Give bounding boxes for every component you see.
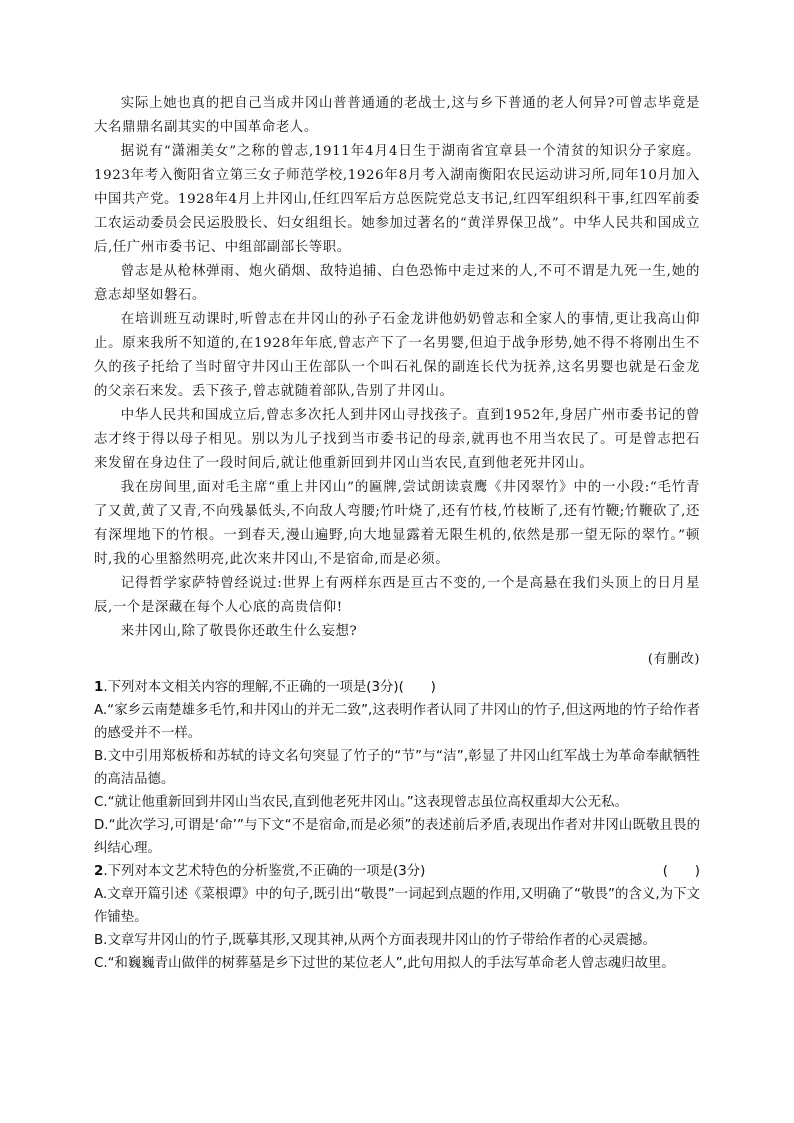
question-2-stem: [94, 860, 700, 883]
source-note: (有删改): [647, 652, 700, 667]
question-1-option-b: B.文中引用郑板桥和苏轼的诗文名句突显了竹子的“节”与“洁”,彰显了井冈山红军战士为革命奉献牺牲的高洁品德。: [94, 749, 700, 787]
question-2-answer-bracket: ( ): [662, 864, 700, 879]
passage-paragraph-6: 我在房间里,面对毛主席“重上井冈山”的匾牌,尝试朗读袁鹰《井冈翠竹》中的一小段:“毛竹青了又黄,黄了又青,不向残暴低头,不向敌人弯腰;竹叶烧了,还有竹枝,竹枝断了,还有竹鞭;竹鞭砍了,还有深埋地下的竹根。一到春天,漫山遍野,向大地显露着无限生机的,依然是那一望无际的翠竹。”顿时,我的心里豁然明亮,此次来井冈山,不是宿命,而是必须。: [94, 480, 700, 567]
question-2-number: 2: [94, 864, 104, 879]
question-1-number: 1: [94, 680, 104, 695]
passage-paragraph-4: 在培训班互动课时,听曾志在井冈山的孙子石金龙讲他奶奶曾志和全家人的事情,更让我高山仰止。原来我所不知道的,在1928年年底,曾志产下了一名男婴,但迫于战争形势,她不得不将刚出生不久的孩子托给了当时留守井冈山王佐部队一个叫石礼保的副连长代为抚养,这名男婴也就是石金龙的父亲石来发。丢下孩子,曾志就随着部队,告别了井冈山。: [94, 312, 700, 399]
question-2-option-a: A.文章开篇引述《菜根谭》中的句子,既引出“敬畏”一词起到点题的作用,又明确了“敬畏”的含义,为下文作铺垫。: [94, 887, 700, 925]
question-1-option-c: C.“就让他重新回到井冈山当农民,直到他老死井冈山。”这表现曾志虽位高权重却大公无私。: [94, 795, 628, 810]
passage-paragraph-5: 中华人民共和国成立后,曾志多次托人到井冈山寻找孩子。直到1952年,身居广州市委书记的曾志才终于得以母子相见。别以为儿子找到当市委书记的母亲,就再也不用当农民了。可是曾志把石来发留在身边住了一段时间后,就让他重新回到井冈山当农民,直到他老死井冈山。: [94, 408, 700, 471]
passage: [94, 92, 700, 672]
questions-section: [94, 676, 700, 975]
question-1-option-d: D.“此次学习,可谓是‘命’”与下文“不是宿命,而是必须”的表述前后矛盾,表现出作者对井冈山既敬且畏的纠结心理。: [94, 818, 700, 856]
question-2: [94, 860, 700, 975]
question-2-option-b: B.文章写井冈山的竹子,既摹其形,又现其神,从两个方面表现井冈山的竹子带给作者的心灵震撼。: [94, 933, 656, 948]
passage-paragraph-7: 记得哲学家萨特曾经说过:世界上有两样东西是亘古不变的,一个是高悬在我们头顶上的日月星辰,一个是深藏在每个人心底的高贵信仰!: [94, 576, 700, 615]
question-1-stem: [94, 676, 700, 699]
question-1: [94, 676, 700, 860]
passage-paragraph-3: 曾志是从枪林弹雨、炮火硝烟、敌特追捕、白色恐怖中走过来的人,不可不谓是九死一生,她的意志却坚如磐石。: [94, 264, 700, 303]
question-1-option-a: A.“家乡云南楚雄多毛竹,和井冈山的并无二致”,这表明作者认同了井冈山的竹子,但这两地的竹子给作者的感受并不一样。: [94, 703, 700, 741]
question-2-option-c: C.“和巍巍青山做伴的树葬墓是乡下过世的某位老人”,此句用拟人的手法写革命老人曾志魂归故里。: [94, 956, 675, 971]
question-2-text: .下列对本文艺术特色的分析鉴赏,不正确的一项是(3分): [103, 864, 426, 879]
passage-paragraph-1: 实际上她也真的把自己当成井冈山普普通通的老战士,这与乡下普通的老人何异?可曾志毕竟是大名鼎鼎名副其实的中国革命老人。: [94, 96, 700, 135]
question-1-text: .下列对本文相关内容的理解,不正确的一项是(3分)( ): [103, 680, 436, 695]
passage-paragraph-8: 来井冈山,除了敬畏你还敢生什么妄想?: [120, 624, 358, 639]
passage-paragraph-2: 据说有“潇湘美女”之称的曾志,1911年4月4日生于湖南省宜章县一个清贫的知识分子家庭。1923年考入衡阳省立第三女子师范学校,1926年8月考入湖南衡阳农民运动讲习所,同年10月加入中国共产党。1928年4月上井冈山,任红四军后方总医院党总支书记,红四军组织科干事,红四军前委工农运动委员会民运股股长、妇女组组长。她参加过著名的“黄洋界保卫战”。中华人民共和国成立后,任广州市委书记、中组部副部长等职。: [94, 144, 700, 255]
